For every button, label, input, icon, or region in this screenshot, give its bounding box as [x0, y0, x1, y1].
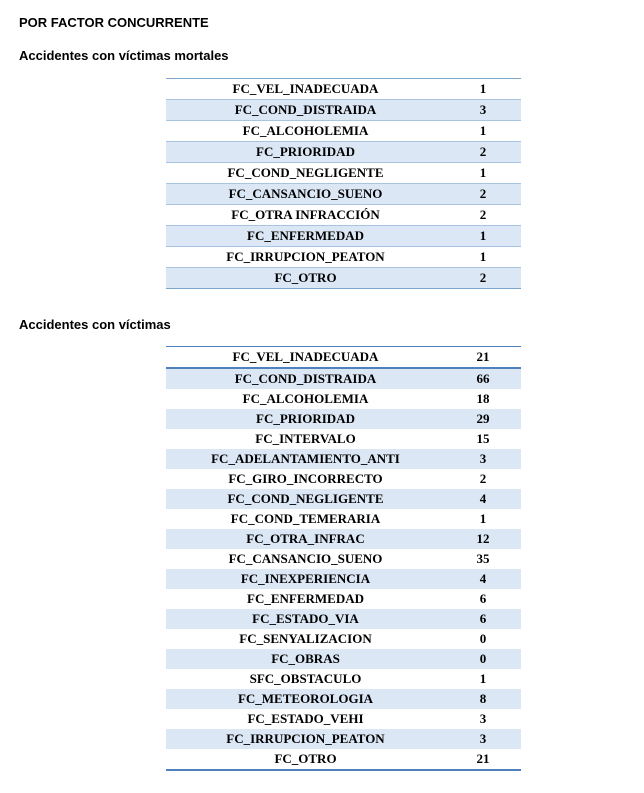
- table-row: [166, 569, 521, 589]
- factor-name: FC_ADELANTAMIENTO_ANTI: [166, 449, 445, 469]
- table-row: [166, 79, 521, 100]
- factor-count: 0: [479, 631, 487, 646]
- factor-count: 1: [479, 81, 487, 96]
- factor-count: 21: [476, 751, 490, 766]
- table-row: [166, 247, 521, 268]
- table-row: [166, 121, 521, 142]
- factor-name: FC_OTRO: [274, 751, 337, 766]
- factor-count: 1: [445, 247, 521, 268]
- table-row: [166, 689, 521, 709]
- section-title-victimas: Accidentes con víctimas: [19, 317, 171, 332]
- factor-name: FC_ESTADO_VEHI: [247, 711, 364, 726]
- factor-name: FC_SENYALIZACION: [239, 631, 372, 646]
- factor-count: 4: [445, 489, 521, 509]
- factor-count: 1: [445, 163, 521, 184]
- factor-name: FC_INEXPERIENCIA: [166, 569, 445, 589]
- table-row: [166, 409, 521, 429]
- factor-count: 6: [479, 591, 487, 606]
- factor-name: FC_ENFERMEDAD: [247, 591, 364, 606]
- table-row: [166, 469, 521, 489]
- factor-count: 0: [445, 649, 521, 669]
- table-row: [166, 100, 521, 121]
- factor-name: FC_COND_DISTRAIDA: [166, 368, 445, 389]
- factor-count: 3: [445, 729, 521, 749]
- table-row: [166, 589, 521, 609]
- table-row: [166, 549, 521, 569]
- table-row: [166, 609, 521, 629]
- factor-name: FC_COND_NEGLIGENTE: [166, 489, 445, 509]
- factor-count: 12: [445, 529, 521, 549]
- factor-name: FC_PRIORIDAD: [166, 142, 445, 163]
- table-row: [166, 389, 521, 409]
- table-row: [166, 347, 521, 369]
- table-row: [166, 163, 521, 184]
- factor-count: 3: [445, 100, 521, 121]
- factor-name: FC_IRRUPCION_PEATON: [166, 247, 445, 268]
- factor-count: 8: [445, 689, 521, 709]
- factor-count: 2: [445, 268, 521, 289]
- table-victimas: [166, 346, 521, 771]
- factor-name: FC_ESTADO_VIA: [166, 609, 445, 629]
- table-row: [166, 449, 521, 469]
- table-row: [166, 749, 521, 770]
- factor-name: FC_COND_TEMERARIA: [230, 511, 381, 526]
- factor-count: 29: [445, 409, 521, 429]
- factor-count: 2: [479, 471, 487, 486]
- table-row: [166, 205, 521, 226]
- factor-name: FC_ENFERMEDAD: [166, 226, 445, 247]
- factor-count: 15: [476, 431, 490, 446]
- factor-name: FC_ALCOHOLEMIA: [242, 391, 369, 406]
- factor-name: FC_COND_DISTRAIDA: [166, 100, 445, 121]
- factor-name: FC_IRRUPCION_PEATON: [166, 729, 445, 749]
- section-title-mortales: Accidentes con víctimas mortales: [19, 48, 229, 63]
- page-heading: POR FACTOR CONCURRENTE: [19, 15, 209, 30]
- factor-count: 66: [445, 368, 521, 389]
- factor-count: 3: [445, 449, 521, 469]
- factor-count: 2: [445, 205, 521, 226]
- factor-count: 1: [445, 121, 521, 142]
- factor-name: FC_OTRO: [166, 268, 445, 289]
- factor-count: 18: [476, 391, 490, 406]
- table-row: [166, 268, 521, 289]
- factor-count: 2: [445, 142, 521, 163]
- factor-count: 21: [445, 347, 521, 369]
- table-row: [166, 509, 521, 529]
- factor-count: 1: [445, 226, 521, 247]
- table-row: [166, 709, 521, 729]
- table-row: [166, 649, 521, 669]
- table-row: [166, 729, 521, 749]
- factor-name: FC_CANSANCIO_SUENO: [228, 551, 383, 566]
- table-row: [166, 529, 521, 549]
- table-row: [166, 489, 521, 509]
- factor-count: 4: [445, 569, 521, 589]
- factor-name: FC_INTERVALO: [255, 431, 356, 446]
- factor-name: FC_CANSANCIO_SUENO: [166, 184, 445, 205]
- factor-name: FC_GIRO_INCORRECTO: [228, 471, 383, 486]
- table-row: [166, 142, 521, 163]
- factor-name: FC_ALCOHOLEMIA: [166, 121, 445, 142]
- factor-name: FC_OBRAS: [166, 649, 445, 669]
- factor-name: FC_OTRA_INFRAC: [166, 529, 445, 549]
- factor-count: 3: [479, 711, 487, 726]
- table-row: [166, 669, 521, 689]
- table-row: [166, 629, 521, 649]
- factor-count: 1: [479, 511, 487, 526]
- factor-name: FC_VEL_INADECUADA: [232, 81, 379, 96]
- factor-name: FC_PRIORIDAD: [166, 409, 445, 429]
- table-row: [166, 429, 521, 449]
- table-row: [166, 184, 521, 205]
- table-mortales: [166, 78, 521, 289]
- factor-count: 35: [476, 551, 490, 566]
- factor-name: SFC_OBSTACULO: [249, 671, 362, 686]
- factor-name: FC_OTRA INFRACCIÓN: [166, 205, 445, 226]
- factor-count: 1: [479, 671, 487, 686]
- table-row: [166, 368, 521, 389]
- factor-name: FC_VEL_INADECUADA: [166, 347, 445, 369]
- factor-name: FC_METEOROLOGIA: [166, 689, 445, 709]
- factor-count: 2: [445, 184, 521, 205]
- table-row: [166, 226, 521, 247]
- factor-count: 6: [445, 609, 521, 629]
- factor-name: FC_COND_NEGLIGENTE: [166, 163, 445, 184]
